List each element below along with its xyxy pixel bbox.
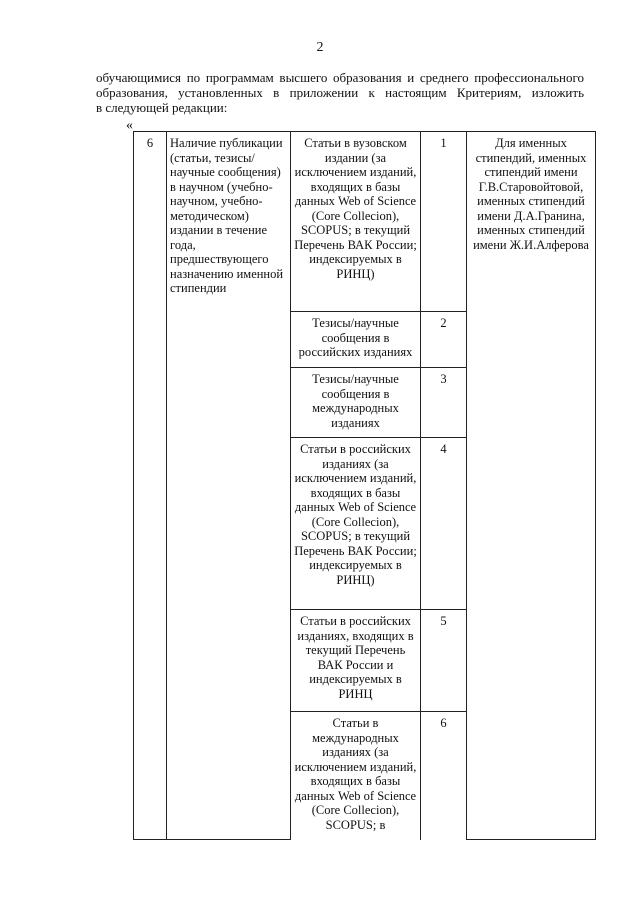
- publication-type: Тезисы/научные сообщения в российских изданиях: [291, 312, 421, 368]
- table-row: [134, 132, 596, 312]
- points-value: 4: [421, 438, 467, 610]
- intro-paragraph: [96, 70, 584, 115]
- points-value: 6: [421, 712, 467, 840]
- publication-type: Статьи в российских изданиях, входящих в текущий Перечень ВАК России и индексируемых в РИНЦ: [291, 610, 421, 712]
- scholarship-note: Для именных стипендий, именных стипендий имени Г.В.Старовойтовой, именных стипендий имени Д.А.Гранина, именных стипендий имени Ж.И.Алферова: [467, 132, 596, 840]
- points-value: 1: [421, 132, 467, 312]
- publication-type: Тезисы/научные сообщения в международных изданиях: [291, 368, 421, 438]
- points-value: 5: [421, 610, 467, 712]
- intro-line-1: обучающимися по программам высшего образования и среднего профессионального: [96, 70, 584, 85]
- opening-quote-mark: «: [126, 118, 133, 133]
- publication-type: Статьи в вузовском издании (за исключением изданий, входящих в базы данных Web of Science (Core Collecion), SCOPUS; в текущий Перечень ВАК России; индексируемых в РИНЦ): [291, 132, 421, 312]
- points-value: 2: [421, 312, 467, 368]
- points-value: 3: [421, 368, 467, 438]
- intro-line-2: образования, установленных в приложении к настоящим Критериям, изложить: [96, 85, 584, 100]
- intro-line-3: в следующей редакции:: [96, 100, 228, 115]
- publication-type: Статьи в международных изданиях (за исключением изданий, входящих в базы данных Web of Science (Core Collecion), SCOPUS; в: [291, 712, 421, 840]
- publication-type: Статьи в российских изданиях (за исключением изданий, входящих в базы данных Web of Science (Core Collecion), SCOPUS; в текущий Перечень ВАК России; индексируемых в РИНЦ): [291, 438, 421, 610]
- criterion-description: Наличие публикации (статьи, тезисы/научные сообщения) в научном (учебно-научном, учебно-методическом) издании в течение года, предшествующего назначению именной стипендии: [167, 132, 291, 840]
- page-number: 2: [316, 40, 324, 55]
- criteria-table: [133, 131, 596, 840]
- criterion-number: 6: [134, 132, 167, 840]
